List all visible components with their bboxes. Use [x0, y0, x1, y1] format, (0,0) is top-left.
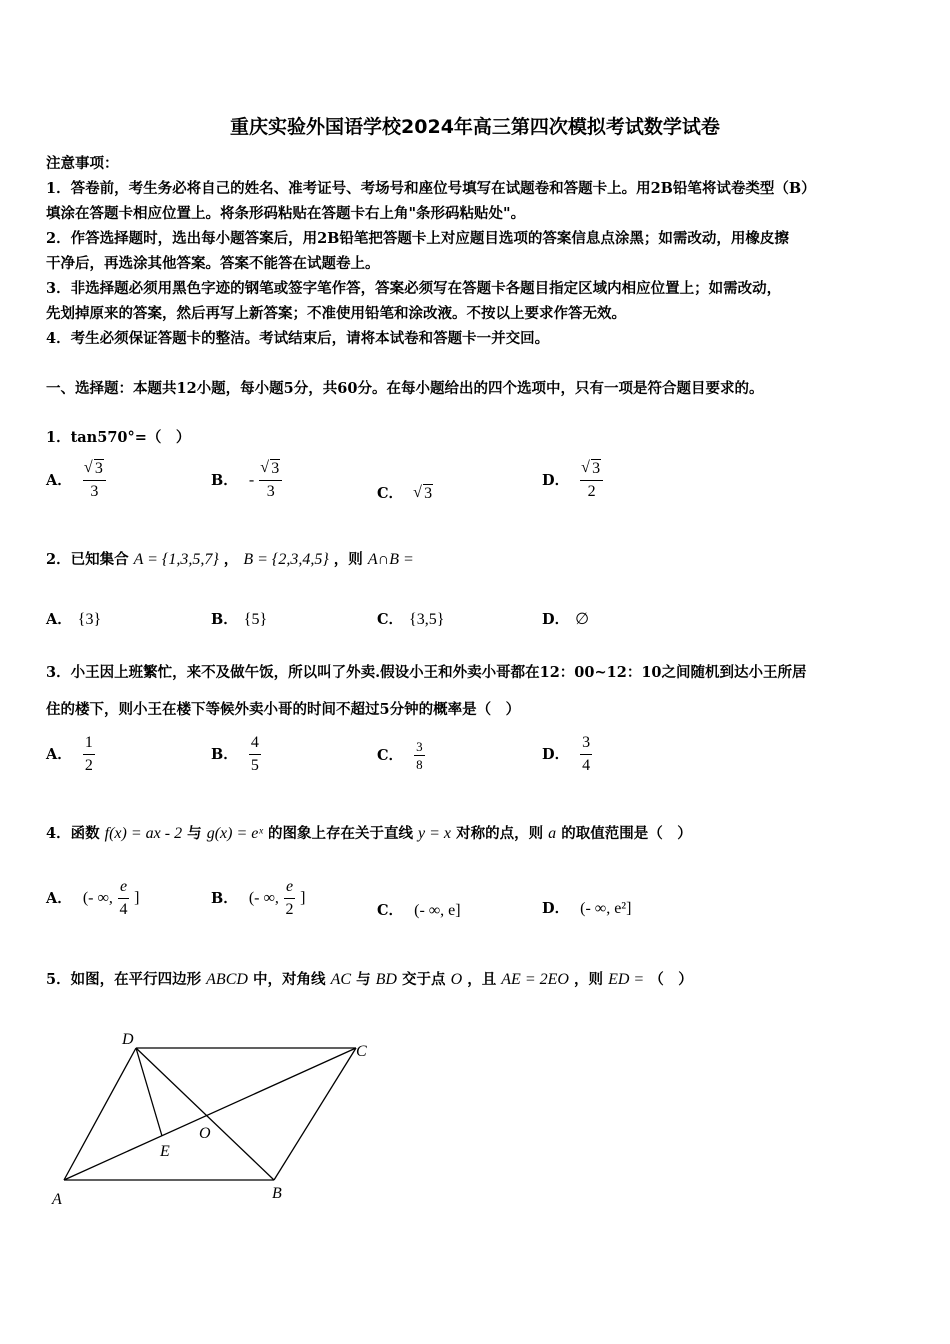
q4-option-b: B． (- ∞, $\frac{e}{2}$ ] — [211, 878, 306, 918]
q1-option-c — [377, 482, 433, 503]
notes-line: 干净后，再选涂其他答案。答案不能答在试题卷上。 — [46, 255, 380, 272]
q3-option-c: C． $\frac{3}{8}$ — [377, 739, 423, 772]
point-label-d: D — [122, 1031, 134, 1048]
q2-option-b: B． {5} — [211, 611, 268, 628]
option-label: B． — [211, 471, 238, 489]
fraction: √ $\frac{3}{3}$ — [259, 458, 282, 503]
option-label: D． — [542, 471, 570, 489]
q2-stem: 2．已知集合 A = {1,3,5,7} ， B = {2,3,4,5} ，则 A∩B = — [46, 551, 414, 568]
notes-line: 2．作答选择题时，选出每小题答案后，用2B铅笔把答题卡上对应题目选项的答案信息点涂黑；如需改动，用橡皮擦 — [46, 230, 789, 247]
q3-option-b: B． $\frac{4}{5}$ — [211, 734, 259, 774]
q4-option-d: D． (- ∞, e²] — [542, 900, 632, 917]
notes-line: 填涂在答题卡相应位置上。将条形码粘贴在答题卡右上角"条形码粘贴处"。 — [46, 205, 526, 222]
q1-option-b — [211, 458, 282, 503]
q3-option-d: D． $\frac{3}{4}$ — [542, 734, 591, 774]
q1-option-d — [542, 458, 603, 503]
section-heading: 一、选择题：本题共12小题，每小题5分，共60分。在每小题给出的四个选项中，只有一项是符合题目要求的。 — [46, 380, 764, 397]
exam-title: 重庆实验外国语学校2024年高三第四次模拟考试数学试卷 — [230, 116, 720, 138]
side-cb — [274, 1048, 356, 1180]
function-g: g(x) = eˣ — [206, 825, 263, 842]
q3-stem-line1: 3．小王因上班繁忙，来不及做午饭，所以叫了外卖.假设小王和外卖小哥都在12：00~12：10之间随机到达小王所居 — [46, 664, 807, 681]
q4-stem: 4．函数 f(x) = ax - 2 与 g(x) = eˣ 的图象上存在关于直线 y = x 对称的点，则 a 的取值范围是（ ） — [46, 825, 692, 842]
point-label-e: E — [160, 1143, 170, 1160]
q3-stem-line2: 住的楼下，则小王在楼下等候外卖小哥的时间不超过5分钟的概率是（ ） — [46, 701, 521, 718]
fraction: √ $\frac{3}{2}$ — [580, 458, 603, 503]
q1-stem: 1．tan570°=（ ） — [46, 429, 191, 446]
diagonal-bd — [136, 1048, 274, 1180]
q2-option-c: C． {3,5} — [377, 611, 445, 628]
minus-sign: - — [248, 471, 255, 489]
sqrt-expression: √ 3 — [414, 485, 433, 503]
set-a: A = {1,3,5,7} — [133, 551, 219, 568]
empty-set: ∅ — [575, 611, 590, 628]
notes-line: 先划掉原来的答案，然后再写上新答案；不准使用铅笔和涂改液。不按以上要求作答无效。 — [46, 305, 626, 322]
line-expression: y = x — [418, 825, 452, 842]
q1-option-a — [46, 458, 106, 503]
notes-heading: 注意事项： — [46, 155, 119, 172]
notes-line: 4．考生必须保证答题卡的整洁。考试结束后，请将本试卷和答题卡一并交回。 — [46, 330, 550, 347]
notes-line: 1．答卷前，考生务必将自己的姓名、准考证号、考场号和座位号填写在试题卷和答题卡上。用2B铅笔将试卷类型（B） — [46, 180, 816, 197]
point-label-a: A — [52, 1191, 62, 1208]
side-ad — [64, 1048, 136, 1180]
parameter-a: a — [548, 825, 557, 842]
point-label-o: O — [199, 1125, 211, 1142]
point-label-c: C — [356, 1043, 367, 1060]
option-label: C． — [377, 485, 404, 502]
q2-option-a: A． {3} — [46, 611, 102, 628]
option-label: A． — [46, 471, 72, 489]
q4-option-a: A． (- ∞, $\frac{e}{4}$ ] — [46, 878, 140, 918]
set-b: B = {2,3,4,5} — [243, 551, 329, 568]
notes-line: 3．非选择题必须用黑色字迹的钢笔或签字笔作答，答案必须写在答题卡各题目指定区域内相应位置上；如需改动， — [46, 280, 782, 297]
point-label-b: B — [272, 1185, 282, 1202]
diagonal-ac — [64, 1048, 356, 1180]
function-f: f(x) = ax - 2 — [104, 825, 183, 842]
fraction: √ $\frac{3}{3}$ — [83, 458, 106, 503]
parallelogram-diagram — [46, 1022, 386, 1212]
condition: AE = 2EO — [501, 971, 569, 988]
q4-option-c: C． (- ∞, e] — [377, 902, 461, 919]
q5-stem: 5．如图，在平行四边形 ABCD 中，对角线 AC 与 BD 交于点 O ，且 AE = 2EO ，则 ED = （ ） — [46, 971, 693, 988]
intersection-expression: A∩B = — [367, 551, 414, 568]
q3-option-a: A． $\frac{1}{2}$ — [46, 734, 93, 774]
q2-option-d: D． ∅ — [542, 611, 590, 628]
